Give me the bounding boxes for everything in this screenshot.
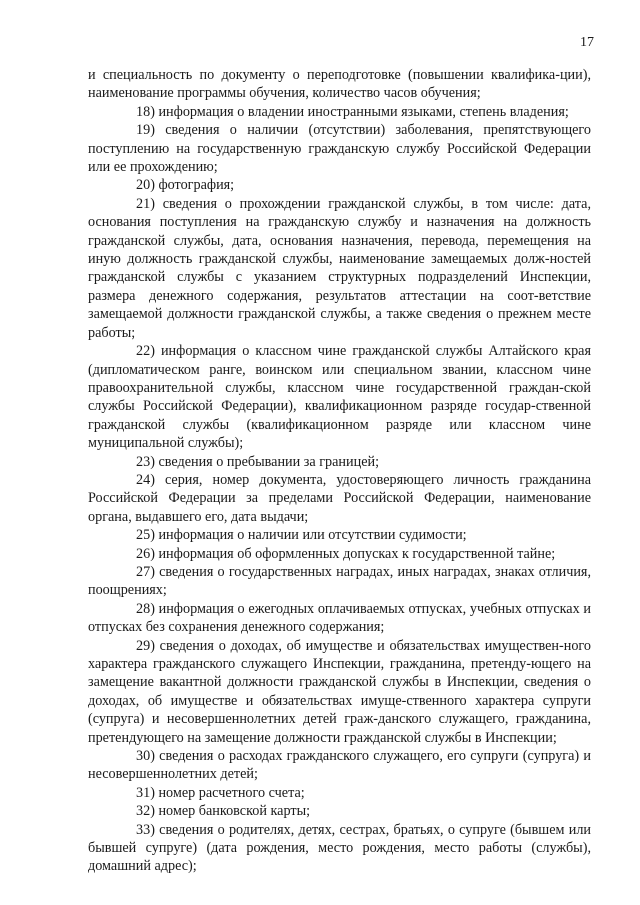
list-item-22: 22) информация о классном чине гражданской службы Алтайского края (дипломатическом ранге, воинском или специальном звании, классном чине правоохранительной службы, классном чине государственной граждан-ской службы Российской Федерации), квалификационном разряде государ-ственной гражданской службы (квалификационном разряде или классном чине муниципальной службы); <box>88 343 591 452</box>
list-item-25: 25) информация о наличии или отсутствии судимости; <box>136 527 467 544</box>
page-number: 17 <box>580 35 594 50</box>
list-item-33: 33) сведения о родителях, детях, сестрах, братьях, о супруге (бывшем или бывшей супруге) (дата рождения, место рождения, место работы (службы), домашний адрес); <box>88 821 591 875</box>
list-item-32: 32) номер банковской карты; <box>136 803 311 820</box>
list-item-26: 26) информация об оформленных допусках к государственной тайне; <box>136 545 556 562</box>
list-item-21: 21) сведения о прохождении гражданской службы, в том числе: дата, основания поступления на гражданскую службу и назначения на должность гражданской службы, дата, основания назначения, перевода, перемещения на иную должность гражданской службы, наименование замещаемых долж-ностей гражданской службы с указанием структурных подразделений Инспекции, размера денежного содержания, результатов аттестации на соот-ветствие замещаемой должности гражданской службы, а также сведения о прежнем месте работы; <box>88 195 591 341</box>
list-item-29: 29) сведения о доходах, об имуществе и обязательствах имуществен-ного характера гражданского служащего Инспекции, гражданина, претенду-ющего на замещение вакантной должности гражданской службы в Инспекции, сведения о доходах, об имуществе и обязательствах имуще-ственного характера супруги (супруга) и несовершеннолетних детей граж-данского служащего, гражданина, претендующего на замещение должности гражданской службы в Инспекции; <box>88 637 591 746</box>
list-item-27: 27) сведения о государственных наградах, иных наградах, знаках отличия, поощрениях; <box>88 563 591 599</box>
list-item-30: 30) сведения о расходах гражданского служащего, его супруги (супруга) и несовершеннолетних детей; <box>88 748 591 783</box>
list-item-23: 23) сведения о пребывании за границей; <box>136 453 380 470</box>
list-item-19: 19) сведения о наличии (отсутствии) заболевания, препятствующего поступлению на государственную гражданскую службу Российской Федерации или ее прохождению; <box>88 122 591 176</box>
list-item-20: 20) фотография; <box>136 177 235 194</box>
list-item-24: 24) серия, номер документа, удостоверяющего личность гражданина Российской Федерации за пределами Российской Федерации, наименование органа, выдавшего его, дата выдачи; <box>88 471 591 525</box>
list-item-31: 31) номер расчетного счета; <box>136 784 305 801</box>
paragraph-continuation: и специальность по документу о переподготовке (повышении квалифика-ции), наименование программы обучения, количество часов обучения; <box>88 67 591 102</box>
list-item-18: 18) информация о владении иностранными языками, степень владения; <box>136 103 569 120</box>
document-body <box>88 66 591 876</box>
list-item-28: 28) информация о ежегодных оплачиваемых отпусках, учебных отпусках и отпусках без сохранения денежного содержания; <box>88 600 591 636</box>
